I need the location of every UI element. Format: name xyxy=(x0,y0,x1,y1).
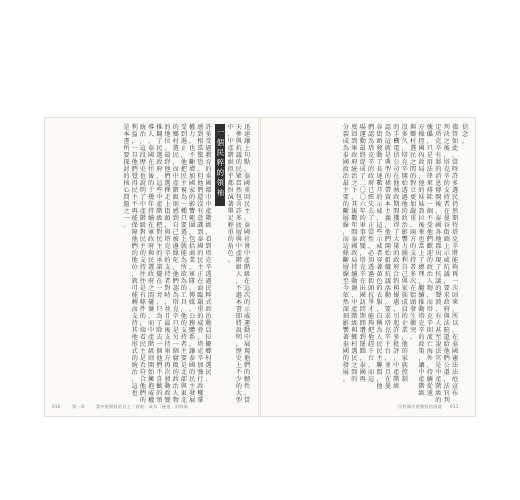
left-text-column: 導 人 ， 泰 國 在 往 後 的 十 幾 年 持 續 在 軍 政 府 與 民 選 政 府 之 間 擺 盪 ， 而 中 產 階 級 則 開 始 擁 抱 威 權 xyxy=(148,124,155,404)
right-text-column: 定 塔 克 辛 有 罪 的 消 息 傳 開 後 ， 泰 國 各 地 都 出 現 了 抗 議 的 聲 浪 ， 有 人 甚 至 說 法 官 是 中 產 階 級 的 xyxy=(435,124,442,404)
right-text-column: 度 回 到 軍 政 府 統 治 之 下 ， 其 後 數 年 間 泰 國 政 局 持 續 動 盪 ， 中 產 階 級 與 鄉 村 選 民 之 間 的 xyxy=(351,124,358,383)
left-text-column: 許 多 受 過 教 育 的 泰 國 都 市 中 產 階 級 ， 看 到 塔 克 辛 透 過 民 粹 式 政 治 動 員 拉 攏 鄉 村 選 民 、 xyxy=(205,124,212,383)
left-text-column: 利 益 ， 一 旦 他 們 覺 得 民 主 不 再 能 保 障 他 們 的 地 位 ， 就 可 能 轉 而 支 持 其 他 形 式 的 統 治 ， 這 也 xyxy=(131,124,138,397)
right-footer-folio: 011 xyxy=(450,404,459,409)
right-text-column: 的 手 機 電 信 公 司 在 他 執 政 期 間 獲 得 了 大 量 的 政 府 合 約 與 優 惠 ， 引 起 許 多 批 評 ， 中 產 階 級 xyxy=(393,124,400,390)
left-text-column: 權 力 ， 也 不 斷 增 加 國 家 的 影 響 範 圍 ， 包 括 商 業 、 軍 隊 、 傳 媒 、 公 務 體 系 ， 讓 泰 國 的 民 主 發 展 xyxy=(189,124,196,404)
left-text-column: 受 到 遏 止 ， 他 把 民 主 視 為 一 種 只 要 選 上 就 能 為 所 欲 為 的 工 具 ， 他 的 支 持 者 主 要 是 北 部 與 東 北 xyxy=(180,124,187,404)
right-text-column: 方 操 控 國 內 政 局 ， 他 的 妹 妹 盈 拉 後 來 也 當 上 了 總 理 ， 繼 續 推 動 塔 克 辛 的 政 策 ， 讓 中 產 階 級 xyxy=(418,124,425,397)
right-text-column: 場 運 動 最 終 促 成 了 二 〇 〇 六 年 的 軍 事 政 變 ， 塔 克 辛 在 出 國 訪 問 期 間 遭 到 罷 黜 ， 泰 國 再 xyxy=(359,124,366,383)
left-text-column: 天 參 與 抗 議 的 民 眾 當 然 包 含 許 多 底 層 與 中 產 階 級 人 ， 不 過 本 書 即 將 說 明 ， 歷 史 上 不 少 的 大 型 xyxy=(235,124,242,404)
right-text-column: 認 為 這 就 是 典 型 的 裙 帶 資 本 主 義 ， 他 們 開 始 組 織 抗 議 活 動 ， 要 求 塔 克 辛 下 台 ， 並 且 在 曼 xyxy=(384,124,391,390)
left-text-column: 感 到 相 當 驚 恐 。 但 他 們 還 沒 有 意 識 到 泰 國 的 民 主 正 在 面 臨 嚴 重 的 威 脅 。 塔 克 辛 加 強 行 政 權 掌 xyxy=(197,124,204,404)
left-footer-folio: 010 xyxy=(52,404,61,409)
right-text-column: 信 念 。 xyxy=(462,124,469,145)
left-text-column: 是 本 書 所 要 探 討 的 核 心 問 題 之 一 。 xyxy=(123,124,130,229)
left-text-column: 迅 速 讓 上 句 點 。 泰 國 重 回 民 主 ， 泰 國 社 會 中 產 階 級 在 這 次 的 示 威 運 動 中 展 現 他 們 的 韌 性 ， 當 xyxy=(244,124,251,404)
left-text-column: 的 鄉 村 選 民 ， 而 中 產 階 級 則 感 到 自 己 被 邊 緣 化 ， 他 們 認 為 塔 克 辛 只 是 另 一 個 腐 敗 的 政 治 人 物 xyxy=(172,124,179,404)
right-text-column: 們 認 為 塔 克 辛 的 政 府 已 經 失 去 了 正 當 性 ， 必 須 透 過 街 頭 抗 爭 才 能 夠 把 他 趕 下 台 ， 而 這 xyxy=(368,124,375,383)
left-text-column: 中 ， 中 產 階 級 似 乎 都 扮 演 著 舉 足 輕 重 的 角 色 。 xyxy=(227,124,234,264)
right-text-column: 傀 儡 ， 只 是 用 法 律 來 排 除 一 個 不 受 他 們 歡 迎 的 政 治 人 物 ， 而 塔 克 辛 則 流 亡 海 外 ， 持 續 從 遠 xyxy=(426,124,433,397)
left-text-column: 統 治 ， 這 段 歷 史 也 說 明 了 中 產 階 級 對 民 主 的 支 持 往 往 是 有 條 件 的 ， 端 看 民 主 是 否 符 合 他 們 的 xyxy=(139,124,146,404)
right-text-column: 分 裂 成 為 泰 國 政 治 最 主 要 的 斷 層 線 ， 而 這 條 斷 層 線 至 今 依 然 深 刻 影 響 著 泰 國 的 發 展 。 xyxy=(342,124,349,383)
right-text-column: 儘 管 如 此 ， 當 時 許 多 選 民 仍 然 期 待 塔 克 辛 將 能 夠 再 一 次 回 來 ， 所 以 ， 在 泰 國 憲 法 法 庭 宣 布 xyxy=(452,124,459,397)
right-text-column: 判 決 之 後 ， 塔 克 辛 的 支 持 者 在 曼 谷 街 頭 上 示 威 抗 議 ， 要 求 政 府 與 法 院 還 給 他 們 公 道 ， 法 官 判 xyxy=(443,124,450,404)
right-text-column: 沒 多 久 ， 塔 克 辛 開 始 透 過 他 的 政 治 影 響 力 圖 利 自 己 與 家 族 成 員 的 企 業 ， 他 的 家 族 控 制 xyxy=(401,124,408,383)
left-text-column: 的 地 位 。 最 終 他 們 選 擇 走 上 街 頭 ， 與 塔 克 辛 的 支 持 者 對 峙 ， 並 且 最 後 支 持 軍 方 再 次 發 動 政 變 xyxy=(164,124,171,404)
page-gutter xyxy=(258,118,261,416)
right-text-column: 谷 街 頭 發 動 了 長 達 數 月 的 示 威 ， 這 些 示 威 者 穿 著 黃 色 的 衣 服 ， 自 稱 為 人 民 民 主 聯 盟 ， 他 xyxy=(376,124,383,390)
right-footer-title: 民粹與中產階級的困境 xyxy=(398,404,442,409)
left-footer-title: 當中產階級的民主「前進」成為「後退」的時候 xyxy=(96,404,189,409)
left-text-column: 推 翻 了 民 選 政 府 ， 這 些 中 產 階 級 把 對 民 主 的 承 諾 擺 在 一 旁 ， 只 為 了 除 去 一 個 他 們 不 喜 歡 的 領 xyxy=(156,124,163,404)
left-footer-chapter: 第一章 xyxy=(72,404,86,409)
section-heading: 一 個 民 粹 的 領 袖 xyxy=(216,128,225,197)
right-text-column: 與 鄉 村 選 民 之 間 的 對 立 更 加 嚴 重 ， 兩 方 的 支 持 者 多 次 在 街 頭 發 生 衝 突 。 xyxy=(410,124,417,341)
